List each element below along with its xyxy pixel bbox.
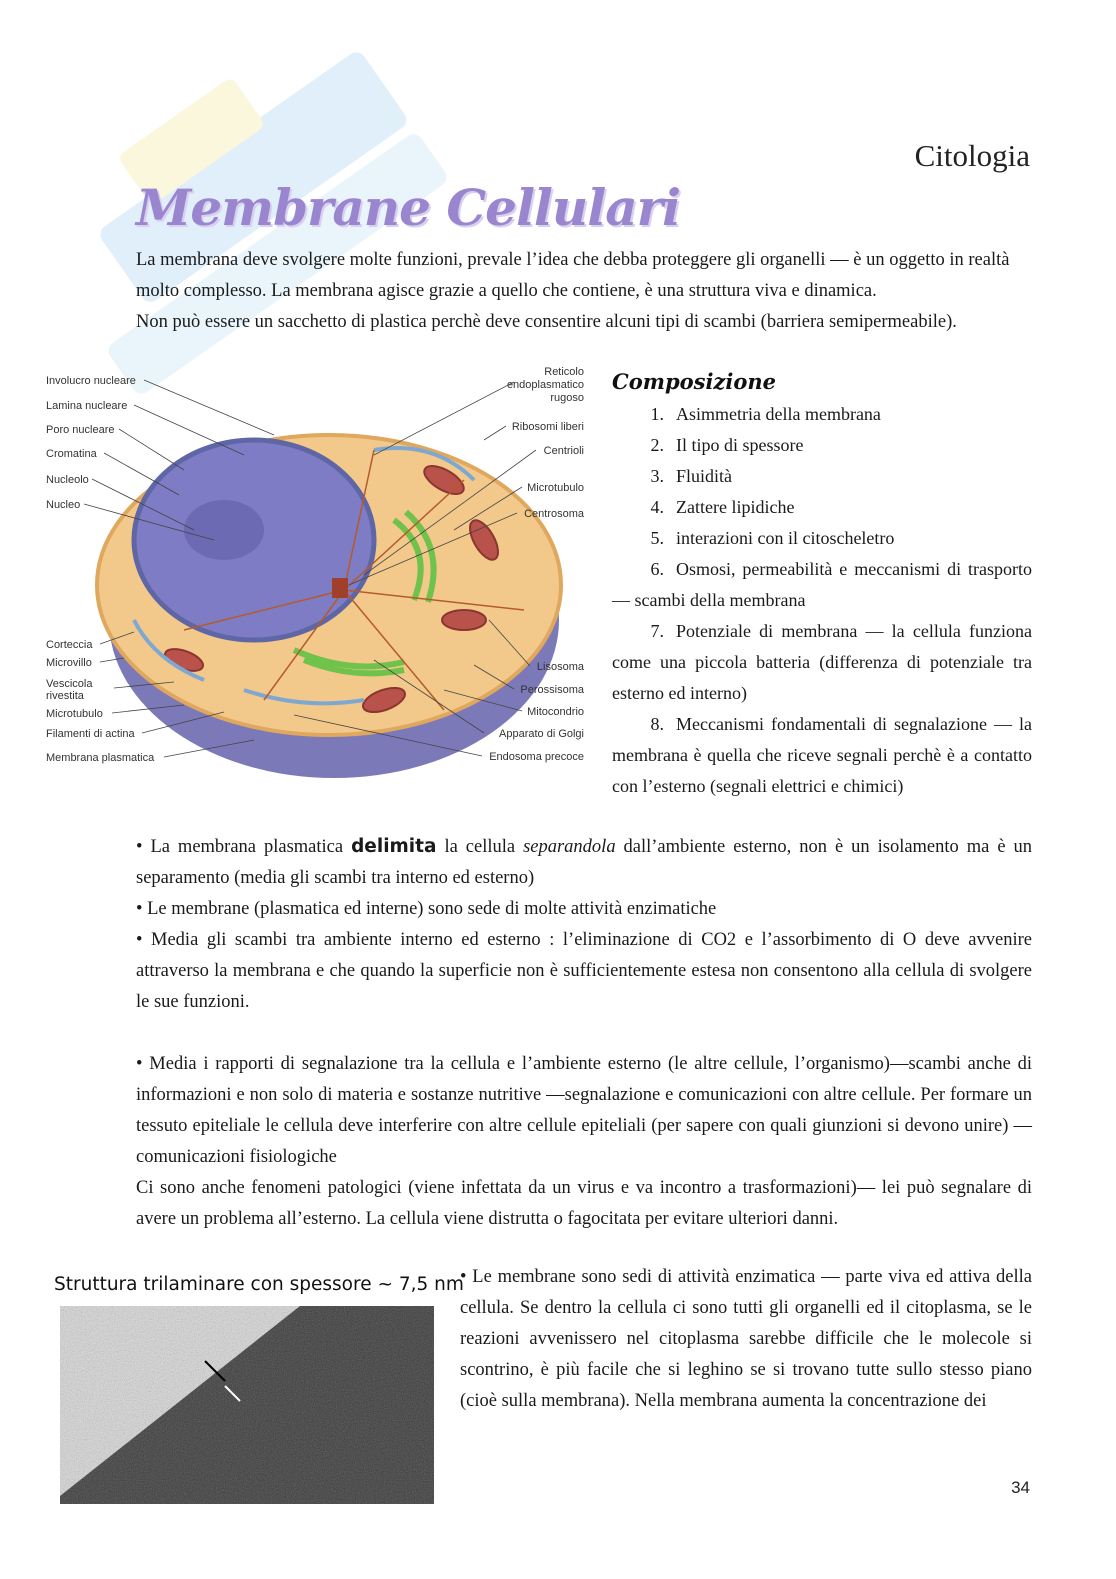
nucleolus — [184, 500, 264, 560]
composizione-heading: Composizione — [612, 369, 776, 394]
intro-paragraph: La membrana deve svolgere molte funzioni, prevale l’idea che debba proteggere gli organelli — è un oggetto in realtà molto complesso. La membrana agisce grazie a quello che contiene, è una struttura viva e dinamica. — [136, 250, 1010, 301]
text-run: dall’ambiente esterno, non è un isolamento ma è un separamento (media gli scambi tra interno ed esterno) — [136, 837, 1033, 888]
cell-diagram — [44, 360, 592, 780]
paragraph: • Media gli scambi tra ambiente interno ed esterno : l’eliminazione di CO2 e l’assorbimento di O deve avvenire attraverso la membrana e che quando la superficie non è sufficientemente estesa non consentono alla cellula di svolgere le sue funzioni. — [136, 930, 1032, 1012]
label: Involucro nucleare — [46, 375, 136, 387]
paragraph: • Le membrane (plasmatica ed interne) sono sede di molte attività enzimatiche — [136, 899, 717, 919]
label: Vescicola — [46, 678, 93, 690]
label: Lisosoma — [536, 661, 584, 673]
item-text: Meccanismi fondamentali di segnalazione — la membrana è quella che riceve segnali perchè è a contatto con l’esterno (segnali elettrici e chimici) — [612, 714, 1032, 796]
item-number: 7. — [650, 621, 664, 641]
intro-paragraph: Non può essere un sacchetto di plastica perchè deve consentire alcuni tipi di scambi (barriera semipermeabile). — [136, 312, 957, 332]
body-text — [136, 831, 1032, 1235]
item-number: 8. — [650, 714, 664, 734]
text-run: la cellula — [436, 837, 524, 857]
label: Poro nucleare — [46, 424, 115, 436]
item-number: 1. — [650, 404, 664, 424]
label: Microtubulo — [527, 482, 584, 494]
micrograph-caption: Struttura trilaminare con spessore ~ 7,5 nm — [54, 1274, 464, 1295]
label: Nucleolo — [46, 474, 89, 486]
micrograph-image — [60, 1306, 434, 1504]
item-text: Potenziale di membrana — la cellula funziona come una piccola batteria (differenza di potenziale tra esterno ed interno) — [612, 621, 1032, 703]
centrosome — [332, 578, 348, 598]
label: rivestita — [46, 690, 84, 702]
label: Microvillo — [46, 657, 92, 669]
list-item — [612, 492, 1032, 523]
label: Corteccia — [46, 639, 93, 651]
page-title: Membrane Cellulari — [136, 178, 681, 237]
section-header: Citologia — [914, 138, 1030, 173]
item-text: Fluidità — [676, 466, 733, 486]
label: Reticolo — [544, 366, 584, 378]
paragraph: Ci sono anche fenomeni patologici (viene infettata da un virus e va incontro a trasformazioni)— lei può segnalare di avere un problema all’esterno. La cellula viene distrutta o fagocitata per evitare ulteriori danni. — [136, 1178, 1032, 1229]
italic-term: separandola — [523, 837, 616, 857]
list-item — [612, 399, 1032, 430]
label: Cromatina — [46, 448, 97, 460]
item-text: Zattere lipidiche — [676, 497, 795, 517]
page-number: 34 — [1011, 1478, 1030, 1497]
label: Mitocondrio — [527, 706, 584, 718]
label: Filamenti di actina — [46, 728, 135, 740]
item-text: Osmosi, permeabilità e meccanismi di trasporto — scambi della membrana — [612, 559, 1032, 610]
label: Microtubulo — [46, 708, 103, 720]
bottom-text: • Le membrane sono sedi di attività enzimatica — parte viva ed attiva della cellula. Se dentro la cellula ci sono tutti gli organelli ed il citoplasma, se le reazioni avvenissero nel citoplasma sarebbe difficile che le molecole si scontrino, è più facile che si leghino se si trovano tutte sullo stesso piano (cioè sulla membrana). Nella membrana aumenta la concentrazione dei — [460, 1267, 1032, 1411]
label: Ribosomi liberi — [511, 421, 584, 433]
list-item — [612, 709, 1032, 802]
item-text: Il tipo di spessore — [676, 435, 804, 455]
label: endoplasmatico — [506, 379, 584, 391]
label: Apparato di Golgi — [499, 728, 584, 740]
paragraph: • Media i rapporti di segnalazione tra la cellula e l’ambiente esterno (le altre cellule, l’organismo)—scambi anche di informazioni e non solo di materia e sostanze nutritive —segnalazione e comunicazioni con altre cellule. Per formare un tessuto epiteliale le cellula deve interferire con altre cellule epiteliali (per sapere con quali giunzioni si devono unire) — comunicazioni fisiologiche — [136, 1054, 1032, 1167]
composizione-section — [612, 366, 1032, 802]
list-item — [612, 554, 1032, 616]
label: Centrioli — [543, 445, 584, 457]
label: rugoso — [550, 392, 584, 404]
item-number: 6. — [650, 559, 664, 579]
intro-text — [136, 245, 1032, 338]
item-number: 2. — [650, 435, 664, 455]
paragraph — [136, 831, 1032, 894]
list-item — [612, 461, 1032, 492]
list-item — [612, 616, 1032, 709]
bold-term: delimita — [351, 836, 437, 857]
item-number: 4. — [650, 497, 664, 517]
text-run: • La membrana plasmatica — [136, 837, 352, 857]
label: Nucleo — [46, 499, 81, 511]
composizione-list — [612, 399, 1032, 802]
item-number: 5. — [650, 528, 664, 548]
item-text: Asimmetria della membrana — [676, 404, 881, 424]
label: Perossisoma — [520, 684, 584, 696]
label: Lamina nucleare — [46, 400, 128, 412]
label: Centrosoma — [524, 508, 584, 520]
list-item — [612, 523, 1032, 554]
item-number: 3. — [650, 466, 664, 486]
label: Endosoma precoce — [489, 751, 584, 763]
list-item — [612, 430, 1032, 461]
item-text: interazioni con il citoscheletro — [676, 528, 895, 548]
label: Membrana plasmatica — [46, 752, 155, 764]
